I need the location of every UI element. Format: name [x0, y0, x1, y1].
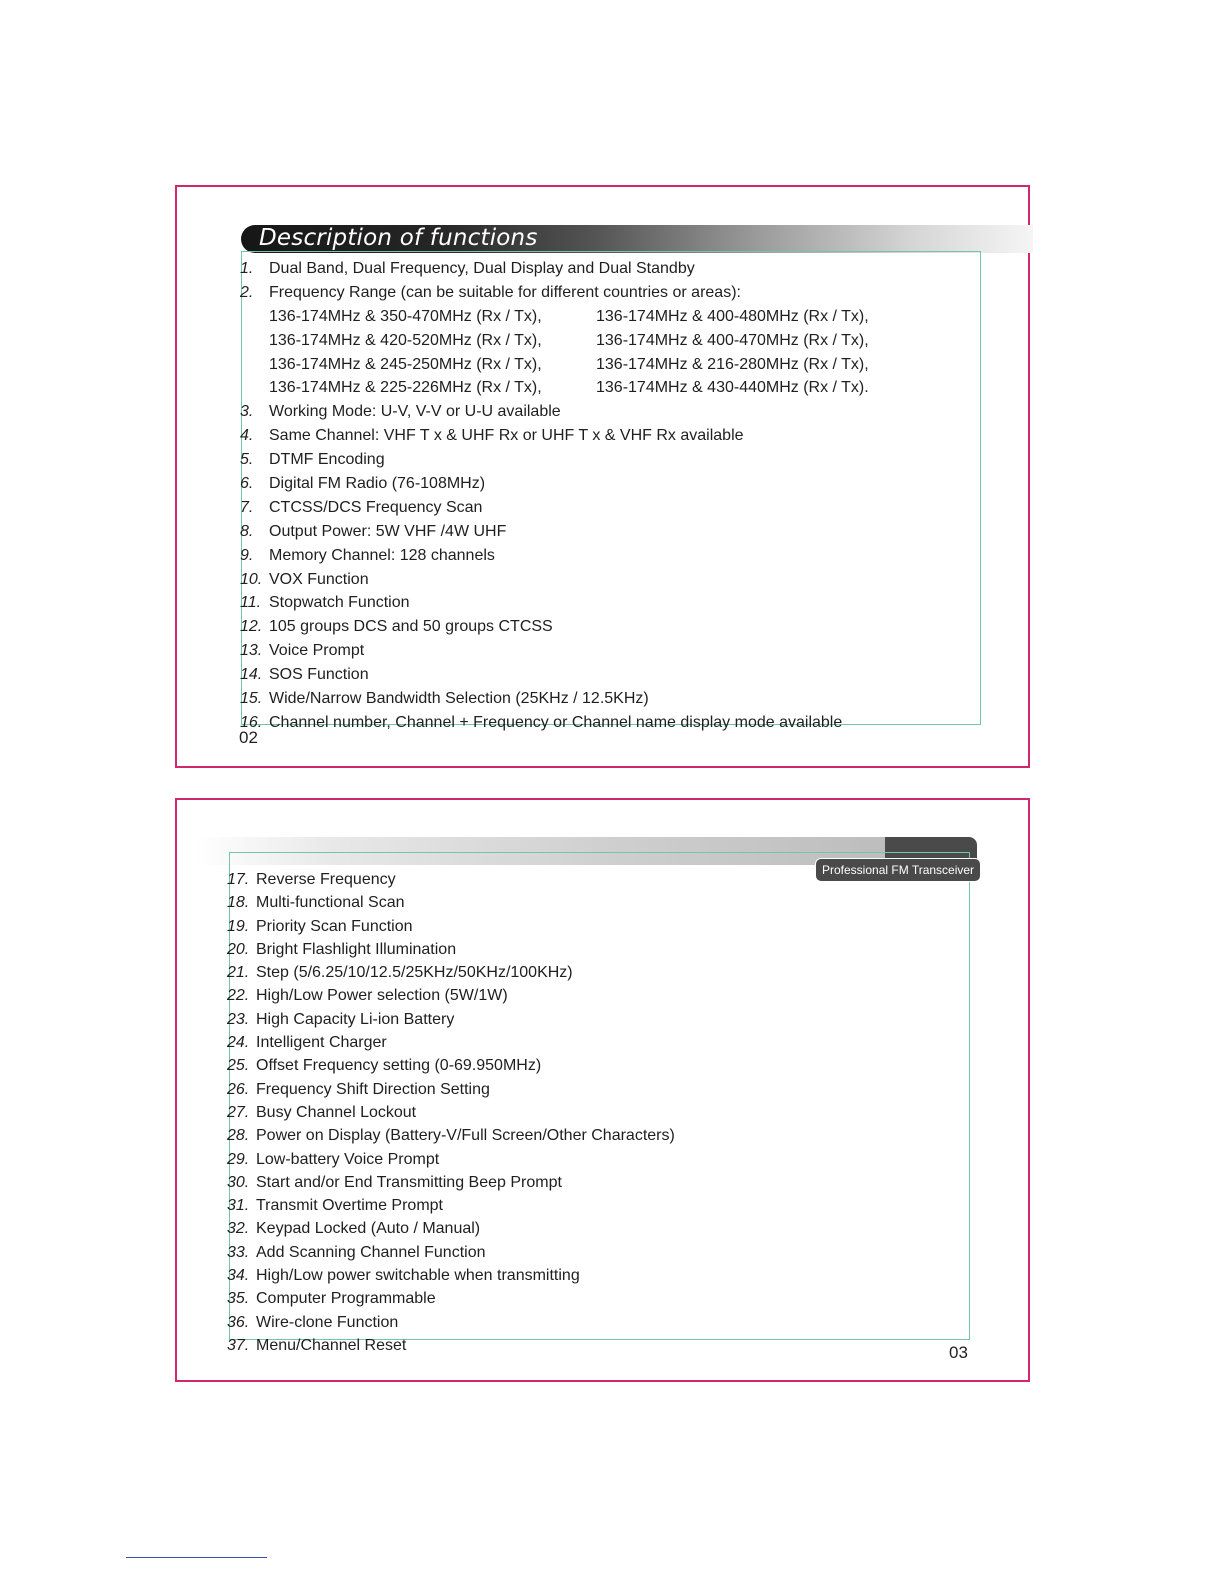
- item-text: Busy Channel Lockout: [256, 1103, 417, 1121]
- list-item: [227, 1334, 675, 1357]
- item-text: Intelligent Charger: [256, 1034, 387, 1052]
- list-item: [227, 1078, 675, 1101]
- item-number: 8.: [240, 522, 254, 540]
- item-text: Menu/Channel Reset: [256, 1336, 407, 1354]
- list-item: [240, 520, 923, 544]
- item-number: 26.: [227, 1080, 250, 1098]
- list-item: [227, 938, 675, 961]
- item-number: 7.: [240, 498, 254, 516]
- item-text: Digital FM Radio (76-108MHz): [269, 475, 486, 493]
- item-number: 15.: [240, 690, 263, 708]
- item-text: Working Mode: U-V, V-V or U-U available: [269, 403, 561, 421]
- item-text: DTMF Encoding: [269, 451, 385, 469]
- function-list-page-03: [227, 868, 675, 1357]
- item-number: 9.: [240, 546, 254, 564]
- item-number: 4.: [240, 427, 254, 445]
- item-number: 6.: [240, 475, 254, 493]
- list-item: [227, 1217, 675, 1240]
- list-item: [240, 448, 923, 472]
- list-item: [227, 1311, 675, 1334]
- frequency-cell: 136-174MHz & 245-250MHz (Rx / Tx),: [269, 355, 542, 373]
- item-number: 5.: [240, 451, 254, 469]
- item-text: Dual Band, Dual Frequency, Dual Display and Dual Standby: [269, 260, 695, 277]
- section-title: Description of functions: [259, 225, 538, 251]
- item-number: 28.: [227, 1127, 250, 1145]
- item-number: 29.: [227, 1150, 250, 1168]
- item-text: Power on Display (Battery-V/Full Screen/Other Characters): [256, 1127, 675, 1145]
- item-text: VOX Function: [269, 570, 369, 588]
- frequency-row: [269, 329, 923, 353]
- item-text: Add Scanning Channel Function: [256, 1243, 486, 1261]
- item-text: Offset Frequency setting (0-69.950MHz): [256, 1057, 542, 1075]
- list-item: [227, 1031, 675, 1054]
- list-item: [227, 891, 675, 914]
- frequency-cell: 136-174MHz & 350-470MHz (Rx / Tx),: [269, 307, 542, 325]
- item-text: Bright Flashlight Illumination: [256, 940, 457, 958]
- item-number: 11.: [240, 594, 262, 612]
- list-item: [240, 424, 923, 448]
- page-panel-02: [175, 185, 1030, 768]
- item-text: Same Channel: VHF T x & UHF Rx or UHF T x & VHF Rx available: [269, 427, 744, 445]
- list-item: [227, 1241, 675, 1264]
- list-item: [227, 1148, 675, 1171]
- item-text: SOS Function: [269, 666, 369, 684]
- item-number: 23.: [227, 1010, 250, 1028]
- item-number: 31.: [227, 1197, 250, 1215]
- list-item: [240, 639, 923, 663]
- item-number: 2.: [240, 283, 254, 301]
- item-number: 10.: [240, 570, 263, 588]
- list-item: [240, 711, 923, 735]
- item-number: 14.: [240, 666, 263, 684]
- item-text: Wide/Narrow Bandwidth Selection (25KHz / 12.5KHz): [269, 690, 649, 708]
- item-number: 35.: [227, 1290, 250, 1308]
- item-text: 105 groups DCS and 50 groups CTCSS: [269, 618, 553, 636]
- list-item: [240, 257, 923, 281]
- item-number: 12.: [240, 618, 263, 636]
- item-text: Voice Prompt: [269, 642, 365, 660]
- list-item: [227, 1287, 675, 1310]
- frequency-cell: 136-174MHz & 430-440MHz (Rx / Tx).: [596, 379, 869, 397]
- item-number: 37.: [227, 1336, 250, 1354]
- list-item: [240, 568, 923, 592]
- list-item: [227, 1194, 675, 1217]
- frequency-cell: 136-174MHz & 216-280MHz (Rx / Tx),: [596, 355, 869, 373]
- item-number: 1.: [240, 260, 254, 277]
- item-number: 25.: [227, 1057, 250, 1075]
- frequency-row: [269, 353, 923, 377]
- list-item: [227, 1101, 675, 1124]
- page-number: 03: [949, 1343, 968, 1362]
- list-item: [227, 961, 675, 984]
- item-text: Low-battery Voice Prompt: [256, 1150, 440, 1168]
- item-text: Stopwatch Function: [269, 594, 410, 612]
- frequency-cell: 136-174MHz & 420-520MHz (Rx / Tx),: [269, 331, 542, 349]
- item-text: Frequency Range (can be suitable for different countries or areas):: [269, 283, 741, 301]
- list-item: [240, 687, 923, 711]
- item-number: 27.: [227, 1103, 250, 1121]
- list-item: [227, 984, 675, 1007]
- list-item: [227, 915, 675, 938]
- list-item: [227, 1054, 675, 1077]
- item-number: 13.: [240, 642, 263, 660]
- item-text: Frequency Shift Direction Setting: [256, 1080, 490, 1098]
- list-item: [227, 868, 675, 891]
- list-item: [240, 400, 923, 424]
- item-number: 17.: [227, 871, 250, 888]
- item-text: High/Low Power selection (5W/1W): [256, 987, 508, 1005]
- item-number: 32.: [227, 1220, 250, 1238]
- item-text: Transmit Overtime Prompt: [256, 1197, 443, 1215]
- frequency-row: [269, 305, 923, 329]
- item-text: Priority Scan Function: [256, 917, 413, 935]
- list-item: [227, 1264, 675, 1287]
- item-text: Step (5/6.25/10/12.5/25KHz/50KHz/100KHz): [256, 964, 573, 982]
- item-number: 3.: [240, 403, 254, 421]
- item-text: Memory Channel: 128 channels: [269, 546, 495, 564]
- list-item: [240, 472, 923, 496]
- item-text: High Capacity Li-ion Battery: [256, 1010, 455, 1028]
- item-text: Output Power: 5W VHF /4W UHF: [269, 522, 507, 540]
- item-text: Wire-clone Function: [256, 1313, 399, 1331]
- item-number: 24.: [227, 1034, 250, 1052]
- item-number: 34.: [227, 1267, 250, 1285]
- item-number: 30.: [227, 1173, 250, 1191]
- frequency-range-table: [240, 305, 923, 401]
- list-item: [240, 663, 923, 687]
- list-item: [240, 281, 923, 305]
- function-list-page-02: [240, 257, 923, 735]
- item-text: Start and/or End Transmitting Beep Prompt: [256, 1173, 562, 1191]
- frequency-cell: 136-174MHz & 400-480MHz (Rx / Tx),: [596, 307, 869, 325]
- item-number: 22.: [227, 987, 250, 1005]
- item-text: Computer Programmable: [256, 1290, 436, 1308]
- frequency-cell: 136-174MHz & 225-226MHz (Rx / Tx),: [269, 379, 542, 397]
- page-number: 02: [239, 728, 258, 747]
- item-text: Keypad Locked (Auto / Manual): [256, 1220, 481, 1238]
- item-text: Multi-functional Scan: [256, 894, 405, 912]
- frequency-row: [269, 376, 923, 400]
- item-number: 20.: [227, 940, 250, 958]
- frequency-cell: 136-174MHz & 400-470MHz (Rx / Tx),: [596, 331, 869, 349]
- footer-rule: [126, 1557, 267, 1558]
- product-badge: Professional FM Transceiver: [815, 858, 981, 882]
- list-item: [240, 544, 923, 568]
- item-text: CTCSS/DCS Frequency Scan: [269, 498, 483, 516]
- item-number: 36.: [227, 1313, 250, 1331]
- list-item: [240, 496, 923, 520]
- item-number: 21.: [227, 964, 250, 982]
- list-item: [240, 615, 923, 639]
- list-item: [227, 1124, 675, 1147]
- item-number: 16.: [240, 713, 263, 731]
- list-item: [240, 591, 923, 615]
- item-number: 18.: [227, 894, 250, 912]
- item-text: Channel number, Channel + Frequency or Channel name display mode available: [269, 713, 843, 731]
- item-text: Reverse Frequency: [256, 871, 396, 888]
- list-item: [227, 1008, 675, 1031]
- list-item: [227, 1171, 675, 1194]
- item-text: High/Low power switchable when transmitting: [256, 1267, 580, 1285]
- item-number: 19.: [227, 917, 250, 935]
- item-number: 33.: [227, 1243, 250, 1261]
